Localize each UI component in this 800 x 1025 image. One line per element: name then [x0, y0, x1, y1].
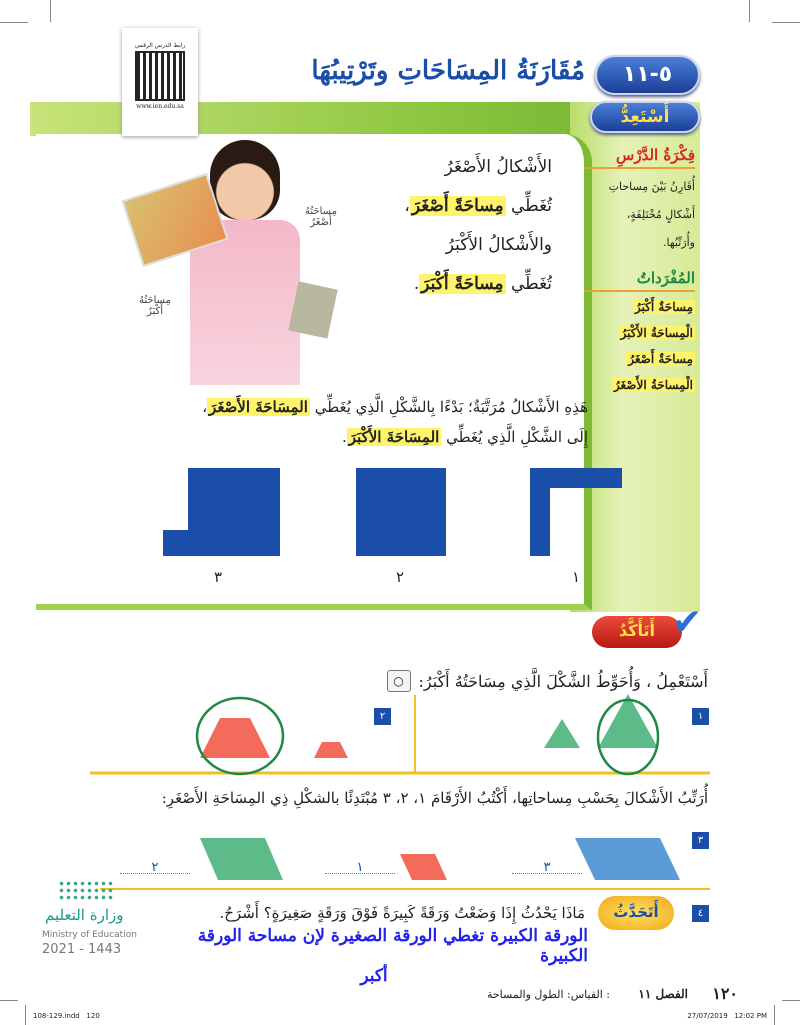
- intro-line: [404, 265, 552, 304]
- handwritten-answer-block: [160, 926, 588, 986]
- instruction-row: [387, 670, 708, 692]
- qr-url: www.ien.edu.sa: [136, 103, 184, 110]
- shape-label-2: ٢: [396, 568, 405, 586]
- text: .: [413, 274, 420, 294]
- talk-question: مَاذَا يَحْدُثُ إِذَا وَضَعْتُ وَرَقَةً كَبِيرَةً فَوْقَ وَرَقَةٍ صَغِيرَةٍ؟ أَشْرَحُ.: [219, 904, 585, 922]
- instruction-order: أُرَتِّبُ الأَشْكالَ بِحَسْبِ مِساحاتِها، أَكْتُبُ الأَرْقَامَ ١، ٢، ٣ مُبْتَدِئًا بالشكْلِ ذِي المِسَاحَةِ الأَصْغَرِ:: [161, 789, 708, 807]
- girl-head: [210, 140, 280, 220]
- crop-mark: [774, 1005, 775, 1025]
- crop-mark: [749, 0, 750, 22]
- compare-shapes: [80, 690, 720, 780]
- crop-mark: [782, 1000, 800, 1001]
- text: هَذِهِ الأَشْكالُ مُرَتَّبَةٌ؛ بَدْءًا بِالشَّكْلِ الَّذِي يُغَطِّي: [309, 398, 588, 416]
- blue-parallelogram[interactable]: [575, 838, 680, 880]
- highlight-term: مِساحَةً أَكْبَرَ: [421, 274, 504, 294]
- question-number-3: ٣: [692, 832, 709, 849]
- checkmark-icon: ✔: [672, 602, 703, 643]
- text: ،: [202, 398, 208, 416]
- vocabulary-title: المُفْرَداتُ: [585, 269, 695, 292]
- student-photo: [125, 140, 345, 385]
- academic-year: 2021 - 1443: [42, 942, 122, 957]
- instruction-circle: أَسْتَعْمِلُ ، وَأُحَوِّطُ الشَّكْلَ الَّذِي مِسَاحَتُهُ أَكْبَرُ:: [418, 671, 708, 691]
- check-label-text: أَتَأَكَّدُ: [618, 621, 656, 640]
- vocab-item: الْمِساحَةُ الأَصْغَرُ: [613, 378, 693, 392]
- intro-line: [404, 187, 552, 226]
- text: ،: [404, 196, 410, 216]
- divider-line: [100, 888, 710, 890]
- shape-1: [530, 468, 622, 556]
- shape-2: [356, 468, 446, 556]
- vocab-item: الْمِساحَةُ الأَكْبَرُ: [620, 326, 693, 340]
- ministry-name-ar: وزارة التعليم: [45, 906, 124, 924]
- answer-blank[interactable]: ٣: [512, 860, 582, 874]
- red-parallelogram[interactable]: [400, 854, 447, 880]
- lesson-idea-title: فِكْرَةُ الدَّرْسِ: [585, 146, 695, 169]
- shape-3: [163, 468, 280, 556]
- vocab-item: مِساحَةٌ أَصْغَرُ: [628, 352, 693, 366]
- ordered-shapes: [150, 460, 640, 565]
- intro-text: [404, 148, 552, 304]
- highlight-term: المِسَاحَةَ الأَكْبَرَ: [348, 428, 440, 446]
- lesson-idea: [585, 146, 695, 398]
- small-trapezoid[interactable]: [314, 742, 348, 758]
- crop-mark: [0, 1000, 18, 1001]
- ministry-logo-icon: [58, 880, 114, 902]
- ordered-explanation: [60, 392, 588, 452]
- crop-mark: [50, 0, 51, 22]
- answer-blank[interactable]: ١: [325, 860, 395, 874]
- talk-bubble: [598, 896, 674, 930]
- ministry-name-en: Ministry of Education: [42, 930, 137, 940]
- geometric-solid-icon: ○: [387, 670, 411, 692]
- question-number-1: ١: [692, 708, 709, 725]
- highlight-term: مِساحَةً أَصْغَرَ: [411, 196, 504, 216]
- highlight-term: المِسَاحَةَ الأَصْغَرَ: [209, 398, 308, 416]
- text: تُغَطِّي: [505, 196, 552, 216]
- shape-label-3: ٣: [214, 568, 223, 586]
- lesson-number-badge: ٥-١١: [595, 55, 700, 95]
- lesson-idea-line: أَشْكالٍ مُخْتَلِفَةٍ،: [626, 208, 695, 221]
- crop-mark: [0, 22, 28, 23]
- print-file-name: 108-129.indd 120: [33, 1012, 100, 1020]
- large-trapezoid[interactable]: [200, 718, 270, 758]
- qr-code-icon: [137, 53, 183, 99]
- chapter-title: : القياس: الطول والمساحة: [486, 988, 610, 1001]
- lesson-idea-line: وأُرَتِّبُها.: [663, 236, 695, 249]
- qr-caption: رابط الدرس الرقمي: [134, 42, 186, 49]
- vocab-item: مِساحَةٌ أَكْبَرُ: [634, 300, 693, 314]
- handwritten-answer-cont: أكبر: [360, 966, 388, 986]
- label-smaller-area: مِساحَتُهُ أَصْغَرُ: [305, 206, 337, 228]
- check-section-label: [592, 616, 682, 648]
- qr-card[interactable]: [122, 28, 198, 136]
- crop-mark: [25, 1005, 26, 1025]
- parallelogram-shapes: [190, 836, 690, 884]
- question-number-4: ٤: [692, 905, 709, 922]
- handwritten-answer: الورقة الكبيرة تغطي الورقة الصغيرة لإن مساحة الورقة الكبيرة: [197, 926, 588, 966]
- small-triangle[interactable]: [544, 719, 580, 748]
- intro-line: الأَشْكالُ الأَصْغَرُ: [444, 157, 552, 177]
- small-book: [288, 281, 338, 338]
- chapter-number: الفصل ١١: [638, 987, 688, 1001]
- large-triangle[interactable]: [598, 694, 658, 748]
- crop-mark: [772, 22, 800, 23]
- ready-section-label: أَسْتَعِدُّ: [590, 101, 700, 133]
- text: .: [341, 428, 347, 446]
- talk-label: أَتَحَدَّثُ: [613, 903, 659, 921]
- question-number-2: ٢: [374, 708, 391, 725]
- label-larger-area: مِساحَتُهُ أَكْبَرُ: [139, 295, 171, 317]
- text: تُغَطِّي: [505, 274, 552, 294]
- page-title: مُقَارَنَةُ المِسَاحَاتِ وتَرْتِيبُهَا: [311, 56, 585, 86]
- print-date: 27/07/2019 12:02 PM: [687, 1012, 767, 1020]
- shape-label-1: ١: [572, 568, 581, 586]
- green-parallelogram[interactable]: [200, 838, 283, 880]
- text: إِلَى الشَّكْلِ الَّذِي يُغَطِّي: [441, 428, 588, 446]
- intro-line: والأَشْكالُ الأَكْبَرُ: [445, 235, 552, 255]
- page-number: ١٢٠: [712, 984, 738, 1003]
- lesson-idea-line: أُقَارِنُ بَيْنَ مِساحاتِ: [608, 180, 695, 193]
- answer-blank[interactable]: ٢: [120, 860, 190, 874]
